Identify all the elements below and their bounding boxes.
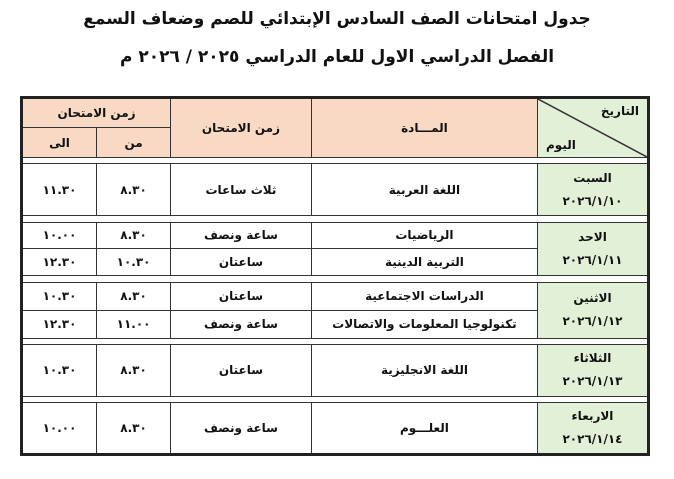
day-name: الاثنين — [573, 291, 612, 306]
to-cell: ١٠.٣٠ — [22, 345, 97, 397]
duration-cell: ساعة ونصف — [171, 310, 312, 338]
day-name: السبت — [573, 170, 612, 185]
day-cell — [538, 164, 649, 216]
day-cell — [538, 222, 649, 276]
day-name: الاربعاء — [571, 409, 614, 424]
from-cell: ١٠.٣٠ — [97, 249, 171, 276]
from-header: من — [97, 128, 171, 158]
duration-cell: ساعة ونصف — [171, 222, 312, 249]
date-header-label: التاريخ — [600, 104, 639, 118]
duration-cell: ساعة ونصف — [171, 403, 312, 455]
day-name: الثلاثاء — [573, 351, 612, 366]
to-cell: ١١.٣٠ — [22, 164, 97, 216]
subject-cell: اللغة العربية — [311, 164, 537, 216]
from-cell: ٨.٣٠ — [97, 222, 171, 249]
from-cell: ٨.٣٠ — [97, 164, 171, 216]
from-cell: ٨.٣٠ — [97, 345, 171, 397]
day-date: ٢٠٢٦/١/١٠ — [562, 193, 623, 208]
subject-cell: التربية الدينية — [311, 249, 537, 276]
subject-cell: الدراسات الاجتماعية — [311, 282, 537, 310]
day-name: الاحد — [578, 229, 607, 244]
table-row — [22, 282, 649, 310]
schedule-subtitle: الفصل الدراسي الاول للعام الدراسي ٢٠٢٥ / ٢٠٢٦ م — [119, 47, 555, 67]
duration-cell: ساعتان — [171, 345, 312, 397]
duration-cell: ساعتان — [171, 249, 312, 276]
day-date: ٢٠٢٦/١/١٤ — [562, 432, 623, 447]
to-header: الى — [22, 128, 97, 158]
subject-cell: تكنولوجيا المعلومات والاتصالات — [311, 310, 537, 338]
to-cell: ١٢.٣٠ — [22, 310, 97, 338]
table-row — [22, 222, 649, 249]
day-date: ٢٠٢٦/١/١٣ — [562, 374, 623, 389]
table-row — [22, 164, 649, 216]
date-day-header — [538, 98, 649, 158]
day-header-label: اليوم — [546, 138, 576, 152]
exam-schedule-table — [20, 96, 650, 456]
to-cell: ١٠.٠٠ — [22, 403, 97, 455]
to-cell: ١٢.٣٠ — [22, 249, 97, 276]
subject-cell: الرياضيات — [311, 222, 537, 249]
from-cell: ٨.٣٠ — [97, 282, 171, 310]
day-date: ٢٠٢٦/١/١٢ — [562, 314, 623, 329]
header-row-top — [22, 98, 649, 128]
subject-cell: العلـــوم — [311, 403, 537, 455]
duration-cell: ساعتان — [171, 282, 312, 310]
time-group-header: زمن الامتحان — [22, 98, 171, 128]
table-row — [22, 345, 649, 397]
subject-cell: اللغة الانجليزية — [311, 345, 537, 397]
duration-header: زمن الامتحان — [171, 98, 312, 158]
table-row — [22, 403, 649, 455]
day-cell — [538, 345, 649, 397]
from-cell: ١١.٠٠ — [97, 310, 171, 338]
day-date: ٢٠٢٦/١/١١ — [562, 252, 623, 267]
schedule-title: جدول امتحانات الصف السادس الإبتدائي للصم وضعاف السمع — [83, 9, 591, 29]
from-cell: ٨.٣٠ — [97, 403, 171, 455]
to-cell: ١٠.٣٠ — [22, 282, 97, 310]
duration-cell: ثلاث ساعات — [171, 164, 312, 216]
day-cell — [538, 282, 649, 338]
subject-header: المـــادة — [311, 98, 537, 158]
to-cell: ١٠.٠٠ — [22, 222, 97, 249]
day-cell — [538, 403, 649, 455]
